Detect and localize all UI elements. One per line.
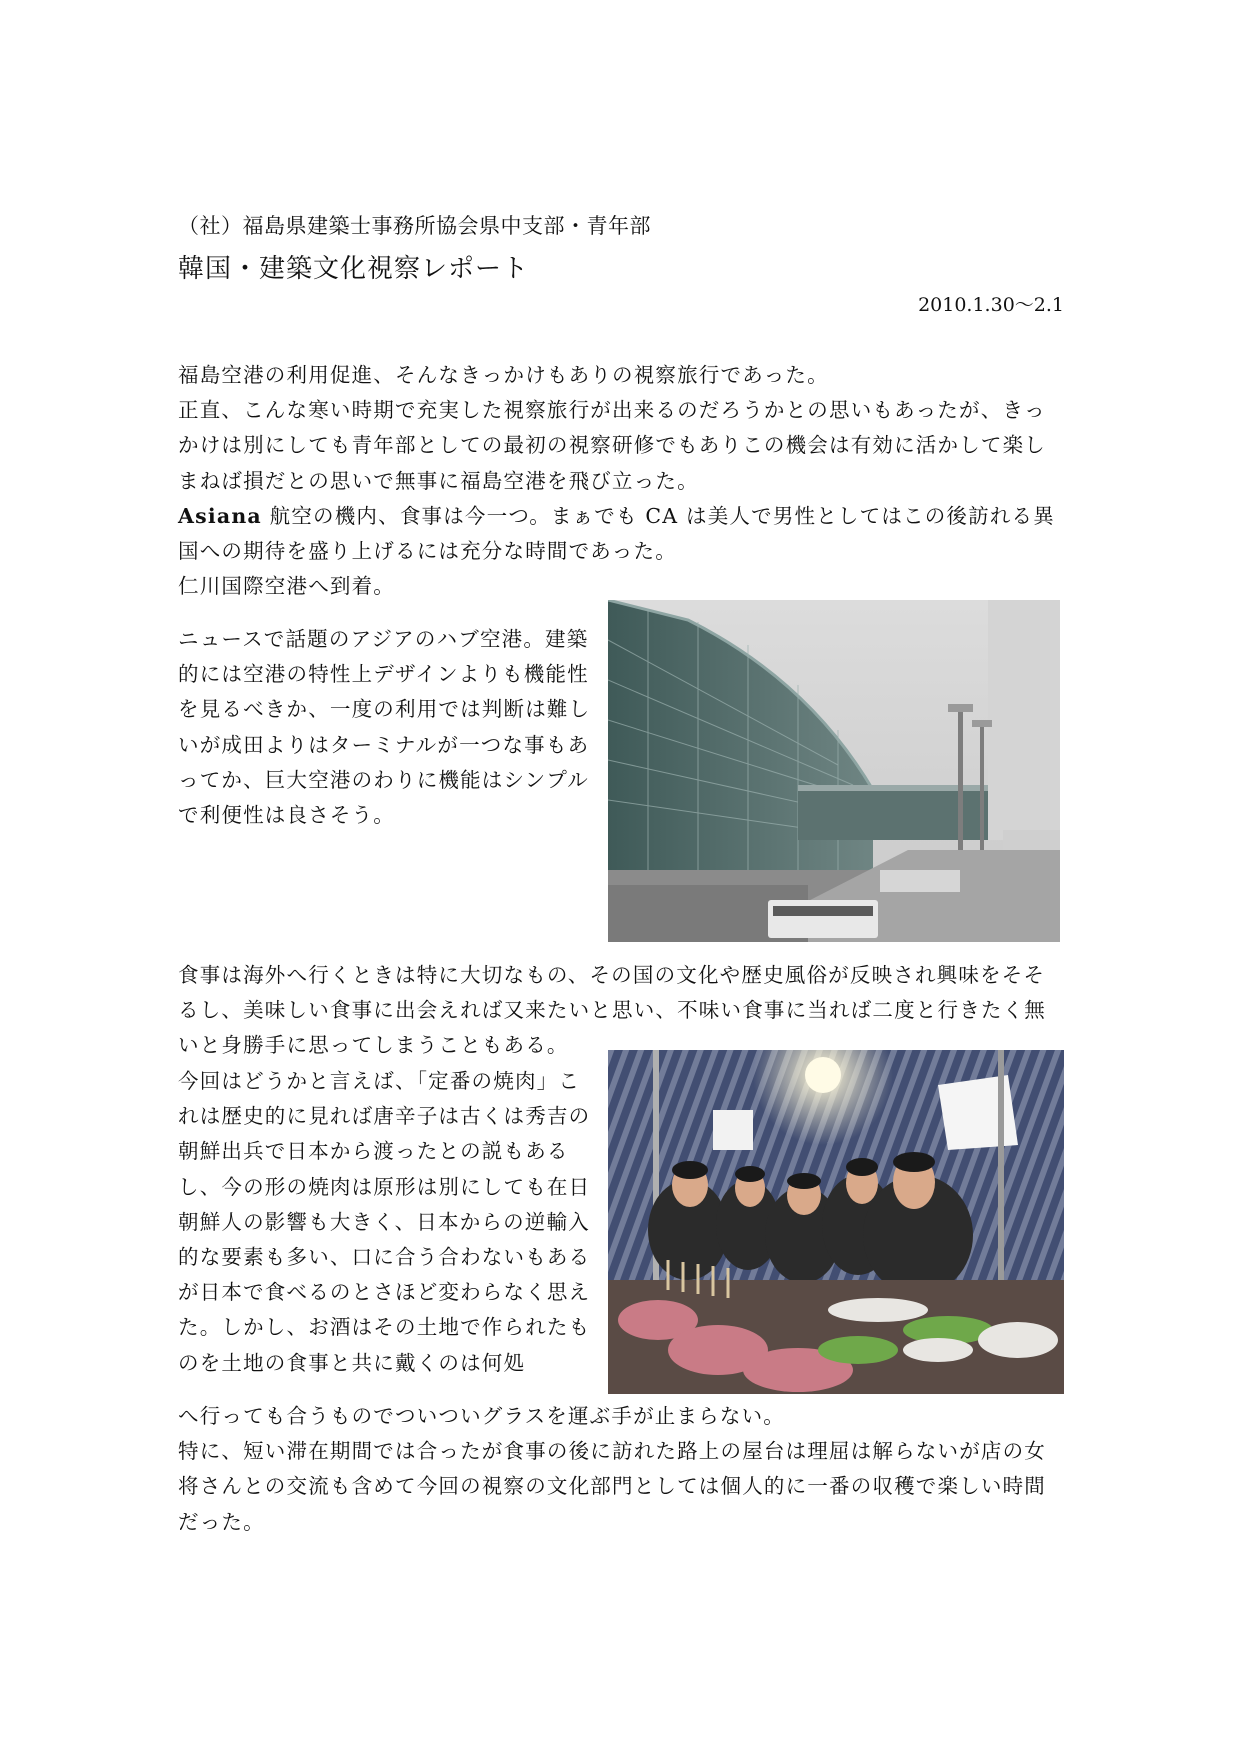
closing-paragraph: 特に、短い滞在期間では合ったが食事の後に訪れた路上の屋台は理屈は解らないが店の女将さんとの交流も含めて今回の視察の文化部門としては個人的に一番の収穫で楽しい時間だった。 bbox=[178, 1439, 1046, 1534]
airline-name: Asiana bbox=[178, 503, 262, 528]
intro-paragraph: 福島空港の利用促進、そんなきっかけもありの視察旅行であった。 bbox=[178, 363, 829, 387]
arrival-paragraph: 仁川国際空港へ到着。 bbox=[178, 574, 395, 599]
airport-photo bbox=[608, 600, 1060, 942]
street-stall-photo bbox=[608, 1050, 1064, 1394]
airport-paragraph: ニュースで話題のアジアのハブ空港。建築的には空港の特性上デザインよりも機能性を見るべきか、一度の利用では判断は難しいが成田よりはターミナルが一つな事もあってか、巨大空港のわりに機能はシンプルで利便性は良さそう。 bbox=[178, 627, 591, 828]
food-intro-paragraph: 食事は海外へ行くときは特に大切なもの、その国の文化や歴史風俗が反映され興味をそそるし、美味しい食事に出会えれば又来たいと思い、不味い食事に当れば二度と行きたく無いと身勝手に思ってしまうこともある。 bbox=[178, 963, 1046, 1058]
asiana-text: 航空の機内、食事は今一つ。まぁでも CA は美人で男性としてはこの後訪れる異国への期待を盛り上げるには充分な時間であった。 bbox=[178, 503, 1055, 564]
intro-paragraph: 正直、こんな寒い時期で充実した視察旅行が出来るのだろうかとの思いもあったが、きっかけは別にしても青年部としての最初の視察研修でもありこの機会は有効に活かして楽しまねば損だとの思いで無事に福島空港を飛び立った。 bbox=[178, 398, 1046, 493]
asiana-paragraph bbox=[178, 499, 1063, 569]
yakiniku-paragraph: 今回はどうかと言えば、「定番の焼肉」これは歴史的に見れば唐辛子は古くは秀吉の朝鮮出兵で日本から渡ったとの説もあるし、今の形の焼肉は原形は別にしても在日朝鮮人の影響も大きく、日本からの逆輸入的な要素も多い、口に合う合わないもあるが日本で食べるのとさほど変わらなく思えた。しかし、お酒はその土地で作られたものを土地の食事と共に戴くのは何処 bbox=[178, 1069, 591, 1375]
yakiniku-continuation: へ行っても合うものでついついグラスを運ぶ手が止まらない。 bbox=[178, 1404, 785, 1428]
closing-section bbox=[178, 1399, 1063, 1540]
organization-name: （社）福島県建築士事務所協会県中支部・青年部 bbox=[178, 214, 651, 238]
report-title: 韓国・建築文化視察レポート bbox=[178, 254, 530, 284]
report-date: 2010.1.30〜2.1 bbox=[918, 294, 1064, 316]
intro-section bbox=[178, 358, 1063, 604]
